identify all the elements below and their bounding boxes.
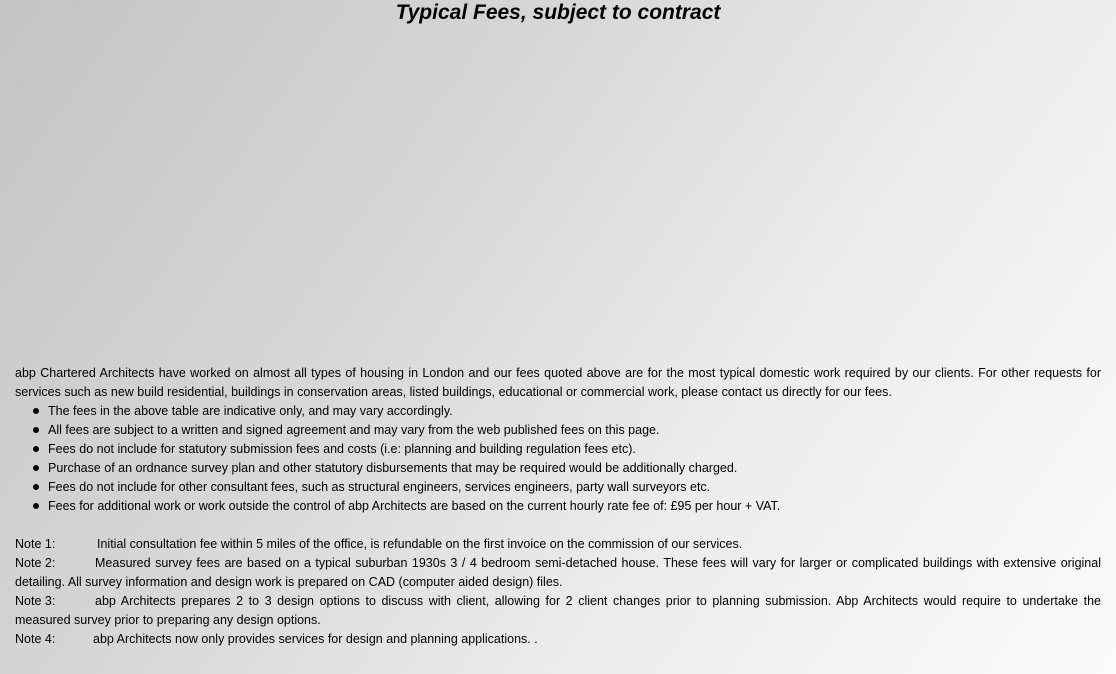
fee-table-area (15, 32, 1101, 357)
list-item (33, 478, 1101, 497)
note-text: Initial consultation fee within 5 miles of the office, is refundable on the first invoice on the commission of our services. (97, 537, 743, 551)
bullet-icon (33, 446, 39, 452)
list-item-text: Fees for additional work or work outside the control of abp Architects are based on the current hourly rate fee of: £95 per hour + VAT. (48, 499, 781, 513)
list-item-text: All fees are subject to a written and signed agreement and may vary from the web published fees on this page. (48, 423, 660, 437)
list-item-text: Purchase of an ordnance survey plan and other statutory disbursements that may be required would be additionally charged. (48, 461, 738, 475)
note-text: abp Architects now only provides services for design and planning applications. . (93, 632, 538, 646)
bullet-icon (33, 484, 39, 490)
page-title: Typical Fees, subject to contract (395, 1, 721, 24)
list-item (33, 440, 1101, 459)
section-spacer (15, 516, 1101, 535)
list-item-text: The fees in the above table are indicative only, and may vary accordingly. (48, 404, 453, 418)
list-item (33, 459, 1101, 478)
list-item (33, 497, 1101, 516)
note-2 (15, 554, 1101, 592)
fees-content (15, 364, 1101, 649)
bullet-icon (33, 427, 39, 433)
note-label: Note 2: (15, 556, 56, 570)
list-item-text: Fees do not include for other consultant fees, such as structural engineers, services engineers, party wall surveyors etc. (48, 480, 711, 494)
note-4 (15, 630, 1101, 649)
note-label: Note 4: (15, 632, 56, 646)
list-item (33, 421, 1101, 440)
note-1 (15, 535, 1101, 554)
note-label: Note 3: (15, 594, 56, 608)
note-3 (15, 592, 1101, 630)
bullet-icon (33, 465, 39, 471)
list-item (33, 402, 1101, 421)
note-label: Note 1: (15, 537, 56, 551)
bullet-icon (33, 408, 39, 414)
note-text: abp Architects prepares 2 to 3 design options to discuss with client, allowing for 2 client changes prior to planning submission. Abp Architects would require to undertake the measured survey prior to preparing any design options. (15, 594, 1101, 627)
note-text: Measured survey fees are based on a typical suburban 1930s 3 / 4 bedroom semi-detached house. These fees will vary for larger or complicated buildings with extensive original detailing. All survey information and design work is prepared on CAD (computer aided design) files. (15, 556, 1101, 589)
bullet-icon (33, 503, 39, 509)
fee-conditions-list (15, 402, 1101, 516)
list-item-text: Fees do not include for statutory submission fees and costs (i.e: planning and building regulation fees etc). (48, 442, 636, 456)
intro-paragraph: abp Chartered Architects have worked on almost all types of housing in London and our fees quoted above are for the most typical domestic work required by our clients. For other requests for services such as new build residential, buildings in conservation areas, listed buildings, educational or commercial work, please contact us directly for our fees. (15, 366, 1101, 399)
